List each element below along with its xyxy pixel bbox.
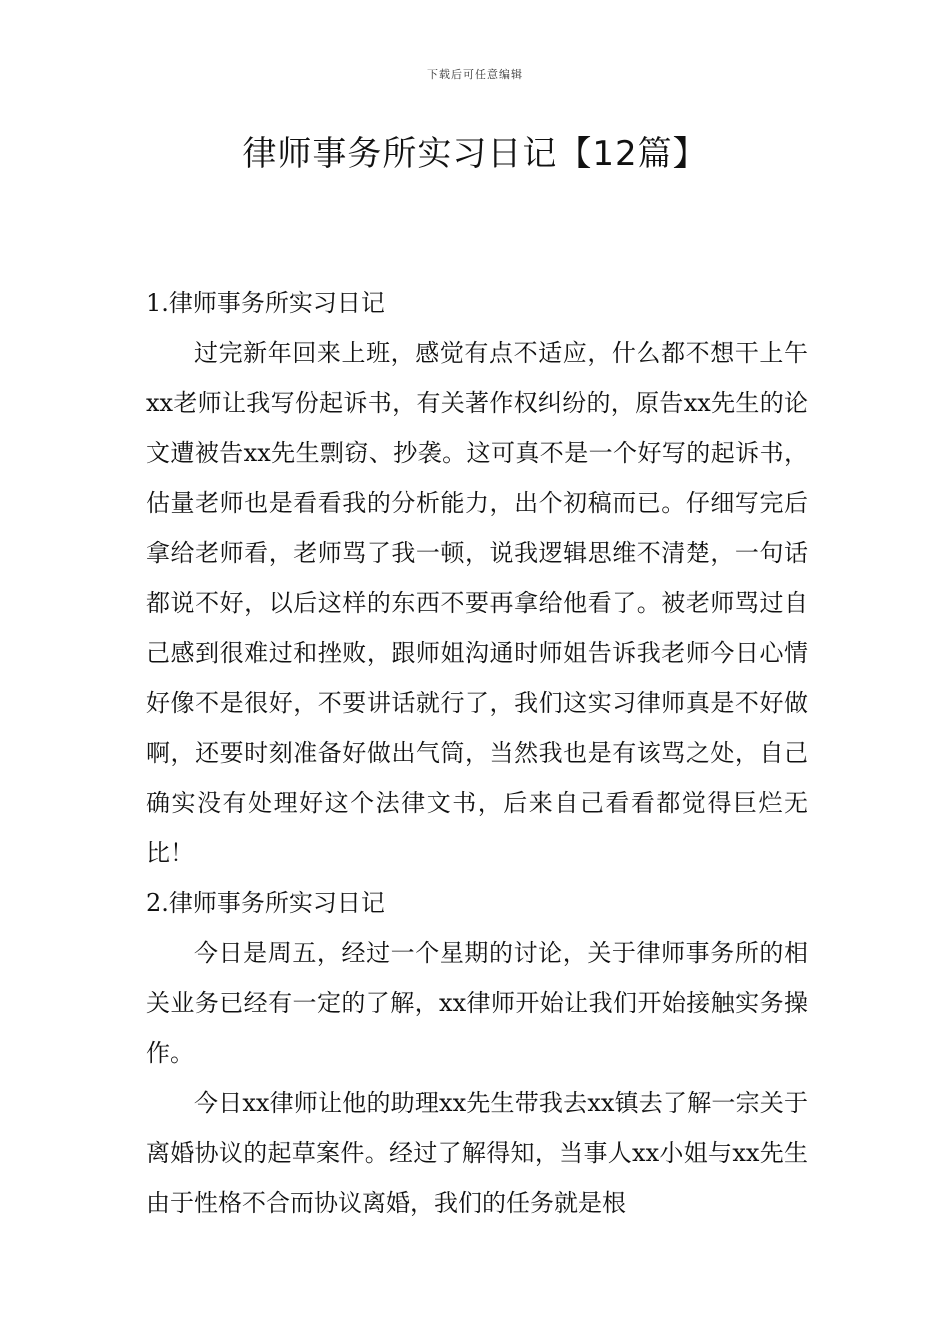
section-heading: 1.律师事务所实习日记 bbox=[146, 289, 385, 317]
section-heading: 2.律师事务所实习日记 bbox=[146, 889, 385, 917]
document-body bbox=[146, 278, 808, 1228]
document-title: 律师事务所实习日记【12篇】 bbox=[242, 134, 708, 174]
header-note: 下载后可任意编辑 bbox=[427, 68, 523, 81]
paragraph: 今日是周五，经过一个星期的讨论，关于律师事务所的相关业务已经有一定的了解，xx律师开始让我们开始接触实务操作。 bbox=[146, 939, 808, 1067]
section-2 bbox=[146, 878, 808, 1228]
paragraph: 过完新年回来上班，感觉有点不适应，什么都不想干上午xx老师让我写份起诉书，有关著作权纠纷的，原告xx先生的论文遭被告xx先生剽窃、抄袭。这可真不是一个好写的起诉书，估量老师也是看看我的分析能力，出个初稿而已。仔细写完后拿给老师看，老师骂了我一顿，说我逻辑思维不清楚，一句话都说不好，以后这样的东西不要再拿给他看了。被老师骂过自己感到很难过和挫败，跟师姐沟通时师姐告诉我老师今日心情好像不是很好，不要讲话就行了，我们这实习律师真是不好做啊，还要时刻准备好做出气筒，当然我也是有该骂之处，自己确实没有处理好这个法律文书，后来自己看看都觉得巨烂无比！ bbox=[146, 339, 808, 867]
section-1 bbox=[146, 278, 808, 878]
paragraph: 今日xx律师让他的助理xx先生带我去xx镇去了解一宗关于离婚协议的起草案件。经过了解得知，当事人xx小姐与xx先生由于性格不合而协议离婚，我们的任务就是根 bbox=[146, 1089, 808, 1217]
